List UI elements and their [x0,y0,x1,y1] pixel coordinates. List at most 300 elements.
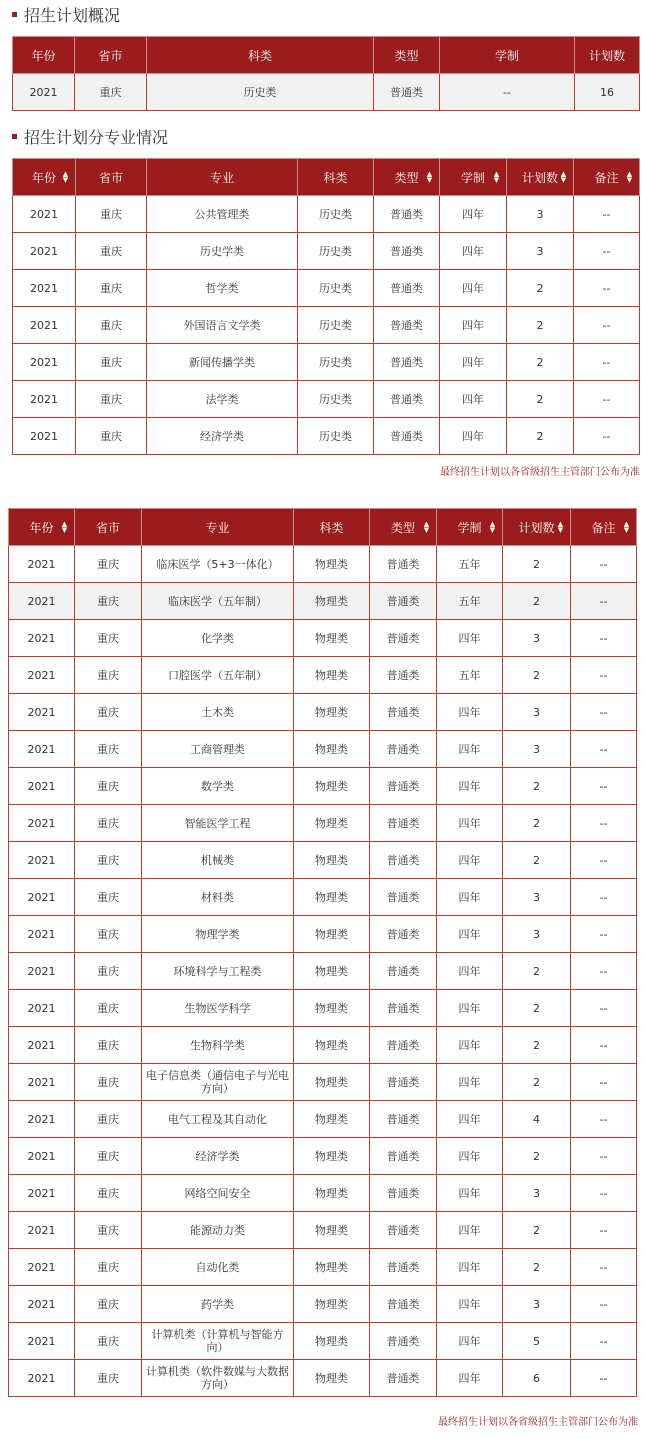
cell-major: 临床医学（5+3一体化） [142,546,294,583]
cell-subject: 物理类 [294,990,370,1027]
cell-type: 普通类 [374,307,440,344]
table-row [9,620,637,657]
cell-province: 重庆 [75,842,142,879]
cell-duration: 四年 [440,233,507,270]
cell-major: 机械类 [142,842,294,879]
cell-year: 2021 [9,990,75,1027]
header-plan-count-label: 计划数 [518,520,555,535]
cell-subject: 物理类 [294,546,370,583]
cell-type: 普通类 [370,990,437,1027]
cell-major: 经济学类 [147,418,298,455]
cell-type: 普通类 [374,233,440,270]
cell-plan-count: 4 [503,1101,571,1138]
cell-duration: 五年 [437,583,503,620]
cell-province: 重庆 [75,1212,142,1249]
cell-subject: 物理类 [294,953,370,990]
cell-type: 普通类 [370,805,437,842]
header-province [75,509,142,546]
header-province-label: 省市 [95,520,120,535]
cell-subject: 物理类 [294,1027,370,1064]
header-year: 年份 [13,37,75,74]
cell-major: 外国语言文学类 [147,307,298,344]
header-province-label: 省市 [98,170,123,185]
header-plan-count[interactable] [507,159,574,196]
cell-major: 口腔医学（五年制） [142,657,294,694]
cell-type: 普通类 [374,196,440,233]
cell-year: 2021 [13,196,76,233]
cell-subject: 历史类 [298,381,374,418]
cell-major: 电气工程及其自动化 [142,1101,294,1138]
cell-province: 重庆 [75,546,142,583]
cell-duration: 四年 [437,1027,503,1064]
cell-duration: 四年 [437,1323,503,1360]
history-major-table [12,158,640,455]
cell-subject: 物理类 [294,1360,370,1397]
cell-duration: 四年 [437,1212,503,1249]
cell-subject: 物理类 [294,916,370,953]
cell-plan-count: 2 [503,657,571,694]
cell-province: 重庆 [75,1101,142,1138]
cell-province: 重庆 [75,694,142,731]
cell-plan-count: 3 [503,879,571,916]
table-row [9,583,637,620]
cell-major: 环境科学与工程类 [142,953,294,990]
cell-type: 普通类 [370,546,437,583]
cell-duration: 四年 [437,879,503,916]
cell-plan-count: 5 [503,1323,571,1360]
cell-year: 2021 [13,344,76,381]
table-row [9,1212,637,1249]
cell-province: 重庆 [75,879,142,916]
header-duration-label: 学制 [457,520,482,535]
cell-subject: 物理类 [294,1249,370,1286]
header-duration-label: 学制 [460,170,485,185]
header-major [147,159,298,196]
table-row [9,1323,637,1360]
cell-type: 普通类 [370,1101,437,1138]
cell-major: 材料类 [142,879,294,916]
cell-year: 2021 [9,1138,75,1175]
cell-province: 重庆 [76,307,147,344]
cell-subject: 物理类 [294,1101,370,1138]
header-subject [298,159,374,196]
cell-duration: 四年 [437,1138,503,1175]
table-row [9,1101,637,1138]
cell-remark: -- [571,620,637,657]
cell-remark: -- [571,583,637,620]
cell-type: 普通类 [370,1286,437,1323]
cell-major: 工商管理类 [142,731,294,768]
footnote: 最终招生计划以各省级招生主管部门公布为准 [438,1417,638,1428]
cell-province: 重庆 [76,344,147,381]
cell-major: 数学类 [142,768,294,805]
cell-plan-count: 2 [503,768,571,805]
cell-province: 重庆 [75,1175,142,1212]
header-year[interactable] [9,509,75,546]
header-major-label: 专业 [205,520,230,535]
cell-duration: 四年 [440,381,507,418]
header-subject-label: 科类 [319,520,344,535]
header-province [76,159,147,196]
physics-major-table [8,508,637,1397]
cell-type: 普通类 [374,74,440,111]
sort-updown-icon[interactable]: ▲ ▼ [560,170,567,184]
cell-major: 能源动力类 [142,1212,294,1249]
table-row [9,1249,637,1286]
header-remark-label: 备注 [591,520,616,535]
header-duration[interactable] [437,509,503,546]
table-row [9,694,637,731]
cell-plan-count: 3 [503,694,571,731]
table-row [13,270,640,307]
table-row [9,805,637,842]
cell-plan-count: 2 [503,1027,571,1064]
cell-duration: 四年 [437,620,503,657]
overview-title-wrap [12,5,120,27]
cell-remark: -- [571,805,637,842]
cell-plan-count: 3 [503,620,571,657]
cell-plan-count: 3 [503,731,571,768]
table-row [9,1286,637,1323]
cell-year: 2021 [13,381,76,418]
cell-year: 2021 [9,1175,75,1212]
cell-subject: 历史类 [298,344,374,381]
cell-subject: 物理类 [294,805,370,842]
cell-province: 重庆 [76,196,147,233]
footnote: 最终招生计划以各省级招生主管部门公布为准 [440,467,640,478]
cell-year: 2021 [9,1212,75,1249]
cell-province: 重庆 [75,1027,142,1064]
table-row [9,953,637,990]
cell-province: 重庆 [75,768,142,805]
header-plan-count-label: 计划数 [521,170,558,185]
header-major [142,509,294,546]
cell-province: 重庆 [75,1323,142,1360]
cell-major: 电子信息类（通信电子与光电方向） [142,1064,294,1101]
cell-remark: -- [574,233,640,270]
cell-year: 2021 [9,620,75,657]
cell-duration: -- [440,74,575,111]
cell-duration: 四年 [437,1101,503,1138]
cell-duration: 四年 [437,990,503,1027]
cell-plan-count: 3 [503,916,571,953]
overview-title: 招生计划概况 [24,6,121,25]
cell-remark: -- [574,381,640,418]
cell-duration: 四年 [437,768,503,805]
cell-plan-count: 3 [507,196,574,233]
header-duration[interactable] [440,159,507,196]
header-remark-label: 备注 [594,170,619,185]
cell-remark: -- [571,1027,637,1064]
table-row [9,1027,637,1064]
cell-duration: 四年 [437,1064,503,1101]
cell-duration: 四年 [440,418,507,455]
cell-type: 普通类 [370,1138,437,1175]
cell-type: 普通类 [370,1249,437,1286]
cell-province: 重庆 [75,1064,142,1101]
cell-year: 2021 [13,233,76,270]
cell-plan-count: 2 [503,805,571,842]
physics-header-row [9,509,637,546]
cell-duration: 四年 [437,842,503,879]
cell-remark: -- [571,1175,637,1212]
sort-updown-icon[interactable]: ▲ ▼ [623,520,630,534]
cell-major: 自动化类 [142,1249,294,1286]
cell-remark: -- [571,546,637,583]
cell-province: 重庆 [75,731,142,768]
cell-subject: 物理类 [294,842,370,879]
cell-major: 生物医学科学 [142,990,294,1027]
table-row [13,307,640,344]
cell-major: 网络空间安全 [142,1175,294,1212]
cell-remark: -- [574,270,640,307]
sort-updown-icon[interactable]: ▲ ▼ [426,170,433,184]
cell-type: 普通类 [370,916,437,953]
cell-subject: 物理类 [294,620,370,657]
overview-table [12,36,640,111]
cell-plan-count: 2 [503,1249,571,1286]
sort-updown-icon[interactable]: ▲ ▼ [62,170,69,184]
cell-subject: 物理类 [294,731,370,768]
cell-remark: -- [571,1101,637,1138]
cell-duration: 四年 [437,694,503,731]
cell-subject: 历史类 [298,196,374,233]
cell-remark: -- [574,196,640,233]
cell-year: 2021 [9,1027,75,1064]
header-subject-label: 科类 [323,170,348,185]
history-header-row [13,159,640,196]
cell-remark: -- [571,990,637,1027]
cell-year: 2021 [9,1064,75,1101]
table-row [9,1175,637,1212]
cell-plan-count: 3 [503,1175,571,1212]
cell-plan-count: 2 [503,953,571,990]
header-remark[interactable] [571,509,637,546]
cell-type: 普通类 [374,381,440,418]
cell-major: 公共管理类 [147,196,298,233]
cell-type: 普通类 [370,1175,437,1212]
header-subject: 科类 [147,37,374,74]
table-row [9,768,637,805]
cell-duration: 四年 [437,953,503,990]
cell-plan-count: 2 [503,1212,571,1249]
cell-province: 重庆 [75,1360,142,1397]
cell-subject: 物理类 [294,1286,370,1323]
cell-year: 2021 [13,270,76,307]
header-province: 省市 [75,37,147,74]
cell-duration: 四年 [440,270,507,307]
header-plan-count[interactable] [503,509,571,546]
cell-type: 普通类 [370,583,437,620]
cell-plan-count: 2 [503,546,571,583]
table-row [13,233,640,270]
cell-type: 普通类 [370,1064,437,1101]
cell-plan-count: 2 [503,1064,571,1101]
cell-major: 经济学类 [142,1138,294,1175]
table-row [13,344,640,381]
cell-year: 2021 [9,1286,75,1323]
cell-duration: 四年 [437,1286,503,1323]
cell-plan-count: 2 [503,583,571,620]
cell-year: 2021 [9,953,75,990]
overview-header-row [13,37,640,74]
table-row [9,842,637,879]
cell-subject: 历史类 [298,233,374,270]
cell-year: 2021 [9,657,75,694]
cell-type: 普通类 [374,270,440,307]
cell-province: 重庆 [76,233,147,270]
cell-major: 药学类 [142,1286,294,1323]
square-bullet-icon [12,134,17,139]
cell-plan-count: 2 [507,307,574,344]
cell-remark: -- [571,916,637,953]
cell-type: 普通类 [370,1027,437,1064]
header-type[interactable] [370,509,437,546]
header-major-label: 专业 [209,170,234,185]
cell-type: 普通类 [370,1323,437,1360]
sort-updown-icon[interactable]: ▲ ▼ [557,520,564,534]
cell-subject: 历史类 [298,307,374,344]
cell-subject: 物理类 [294,694,370,731]
header-year-label: 年份 [29,520,54,535]
header-type[interactable] [374,159,440,196]
cell-year: 2021 [9,694,75,731]
cell-remark: -- [574,418,640,455]
cell-province: 重庆 [75,74,147,111]
cell-remark: -- [571,694,637,731]
cell-plan-count: 2 [507,270,574,307]
table-row [9,1064,637,1101]
cell-remark: -- [574,344,640,381]
cell-duration: 四年 [440,196,507,233]
cell-duration: 五年 [437,657,503,694]
cell-province: 重庆 [75,1286,142,1323]
header-type-label: 类型 [390,520,415,535]
table-row [9,657,637,694]
table-row [9,546,637,583]
cell-subject: 物理类 [294,1138,370,1175]
cell-province: 重庆 [76,381,147,418]
cell-subject: 物理类 [294,1212,370,1249]
cell-remark: -- [571,657,637,694]
cell-province: 重庆 [75,1138,142,1175]
major-title-wrap [12,127,168,149]
cell-remark: -- [571,1286,637,1323]
cell-province: 重庆 [75,953,142,990]
cell-subject: 物理类 [294,879,370,916]
cell-major: 化学类 [142,620,294,657]
table-row [9,1138,637,1175]
cell-plan-count: 2 [507,344,574,381]
cell-year: 2021 [9,1101,75,1138]
cell-major: 法学类 [147,381,298,418]
cell-province: 重庆 [75,990,142,1027]
cell-year: 2021 [9,1249,75,1286]
cell-type: 普通类 [374,344,440,381]
cell-remark: -- [571,1323,637,1360]
cell-province: 重庆 [75,583,142,620]
cell-plan-count: 3 [507,233,574,270]
cell-subject: 物理类 [294,1064,370,1101]
cell-type: 普通类 [370,768,437,805]
cell-plan-count: 2 [507,418,574,455]
cell-province: 重庆 [75,657,142,694]
cell-subject: 物理类 [294,1175,370,1212]
sort-updown-icon[interactable]: ▲ ▼ [489,520,496,534]
cell-type: 普通类 [370,620,437,657]
cell-remark: -- [571,1249,637,1286]
cell-type: 普通类 [370,953,437,990]
cell-duration: 四年 [437,805,503,842]
cell-duration: 四年 [440,307,507,344]
cell-year: 2021 [9,842,75,879]
cell-province: 重庆 [75,1249,142,1286]
header-remark[interactable] [574,159,640,196]
sort-updown-icon[interactable]: ▲ ▼ [626,170,633,184]
cell-major: 计算机类（软件数媒与大数据方向） [142,1360,294,1397]
cell-duration: 四年 [440,344,507,381]
table-row [9,731,637,768]
header-year-label: 年份 [31,170,56,185]
header-plan-count: 计划数 [575,37,640,74]
cell-province: 重庆 [76,270,147,307]
sort-updown-icon[interactable]: ▲ ▼ [493,170,500,184]
cell-duration: 四年 [437,1249,503,1286]
table-row [13,74,640,111]
cell-type: 普通类 [370,1212,437,1249]
cell-type: 普通类 [370,694,437,731]
cell-type: 普通类 [370,879,437,916]
cell-province: 重庆 [75,620,142,657]
cell-province: 重庆 [75,805,142,842]
cell-remark: -- [571,1064,637,1101]
sort-updown-icon[interactable]: ▲ ▼ [423,520,430,534]
cell-remark: -- [571,842,637,879]
cell-major: 智能医学工程 [142,805,294,842]
cell-major: 哲学类 [147,270,298,307]
cell-plan-count: 2 [503,1138,571,1175]
cell-subject: 物理类 [294,768,370,805]
cell-subject: 物理类 [294,583,370,620]
cell-type: 普通类 [370,842,437,879]
header-subject [294,509,370,546]
cell-plan-count: 16 [575,74,640,111]
cell-major: 历史学类 [147,233,298,270]
cell-subject: 物理类 [294,657,370,694]
sort-updown-icon[interactable]: ▲ ▼ [61,520,68,534]
cell-province: 重庆 [76,418,147,455]
header-year[interactable] [13,159,76,196]
cell-subject: 历史类 [298,270,374,307]
cell-duration: 四年 [437,1360,503,1397]
cell-remark: -- [571,731,637,768]
cell-remark: -- [571,953,637,990]
table-row [9,916,637,953]
cell-plan-count: 3 [503,1286,571,1323]
cell-subject: 历史类 [298,418,374,455]
table-row [13,196,640,233]
cell-year: 2021 [9,731,75,768]
table-row [9,1360,637,1397]
cell-plan-count: 2 [503,990,571,1027]
cell-major: 计算机类（计算机与智能方向） [142,1323,294,1360]
cell-type: 普通类 [370,657,437,694]
cell-duration: 五年 [437,546,503,583]
cell-remark: -- [571,1212,637,1249]
cell-year: 2021 [9,768,75,805]
cell-type: 普通类 [374,418,440,455]
header-type: 类型 [374,37,440,74]
